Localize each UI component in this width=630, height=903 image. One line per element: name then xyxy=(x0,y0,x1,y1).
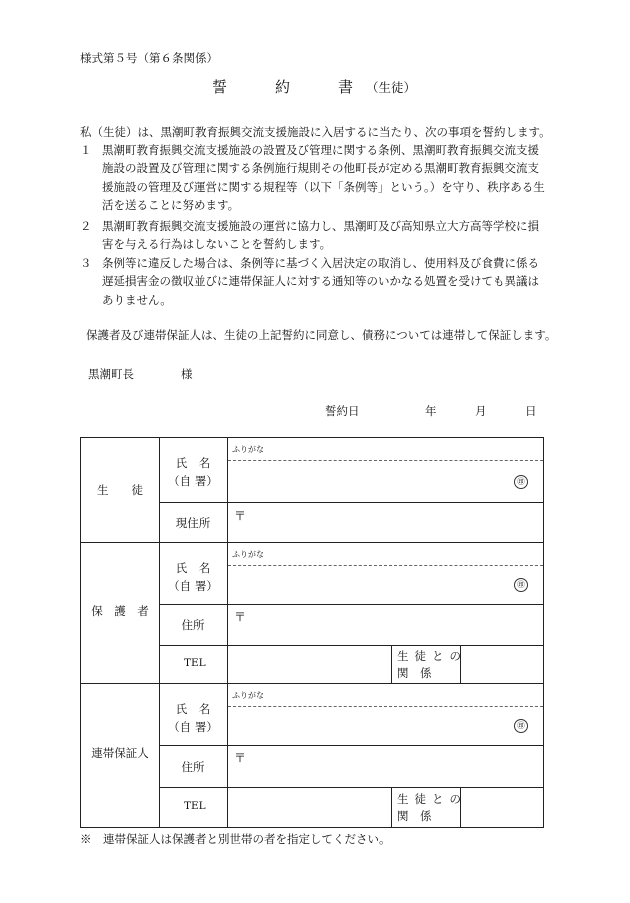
student-section-label: 生 徒 xyxy=(97,483,143,497)
student-name-field[interactable] xyxy=(228,461,543,502)
guardian-name-field[interactable] xyxy=(228,566,543,604)
name-label-line2: （自 署） xyxy=(168,720,218,735)
pledge-item-number: １ xyxy=(80,143,92,157)
guardian-relation-label xyxy=(397,648,467,682)
guarantor-relation-field[interactable] xyxy=(461,788,543,827)
guarantor-section-label: 連帯保証人 xyxy=(91,746,149,760)
relation-label-line2: 関 係 xyxy=(397,809,432,823)
form-number: 様式第５号（第６条関係） xyxy=(80,51,218,65)
applicant-table xyxy=(80,437,544,828)
student-furigana-label: ふりがな xyxy=(232,445,264,454)
year-label: 年 xyxy=(425,404,437,418)
mayor-label: 黒潮町長 xyxy=(88,367,134,381)
pledge-item-1 xyxy=(80,141,550,214)
pledge-item-text: 条例等に違反した場合は、条例等に基づく入居決定の取消し、使用料及び食費に係る遅延損害金の徴収並びに連帯保証人に対する通知等のいかなる処置を受けても異議はありません。 xyxy=(102,256,539,307)
postal-mark: 〒 xyxy=(234,751,247,765)
honorific: 様 xyxy=(181,367,193,381)
pledge-item-text: 黒潮町教育振興交流支援施設の設置及び管理に関する条例、黒潮町教育振興交流支援施設の設置及び管理に関する条例施行規則その他町長が定める黒潮町教育振興交流支援施設の管理及び運営に関する規程等（以下「条例等」という。）を守り、秩序ある生活を送ることに努めます。 xyxy=(102,143,545,212)
student-address-field[interactable] xyxy=(228,503,543,542)
pledge-item-number: ２ xyxy=(80,219,92,233)
guarantor-furigana-label: ふりがな xyxy=(232,691,264,700)
postal-mark: 〒 xyxy=(234,610,247,624)
guardian-name-label xyxy=(159,559,227,596)
guardian-address-label: 住所 xyxy=(181,618,205,632)
relation-label-line2: 関 係 xyxy=(397,666,432,680)
seal-mark-icon: ㊞ xyxy=(514,719,528,733)
guarantor-name-field[interactable] xyxy=(228,707,543,745)
pledge-item-2 xyxy=(80,217,550,254)
guarantor-tel-label: TEL xyxy=(184,800,206,812)
pledge-item-number: ３ xyxy=(80,256,92,270)
guarantor-address-label: 住所 xyxy=(181,760,205,774)
seal-mark-icon: ㊞ xyxy=(514,475,528,489)
title-char-3: 書 xyxy=(338,78,354,96)
day-label: 日 xyxy=(525,404,537,418)
guarantee-statement: 保護者及び連帯保証人は、生徒の上記誓約に同意し、債務については連帯して保証します。 xyxy=(86,328,557,342)
seal-mark-icon: ㊞ xyxy=(514,578,528,592)
guardian-relation-field[interactable] xyxy=(461,646,543,683)
guarantor-name-label xyxy=(159,700,227,737)
title-suffix: （生徒） xyxy=(366,80,417,95)
addressee xyxy=(88,366,193,382)
guardian-furigana-label: ふりがな xyxy=(232,550,264,559)
postal-mark: 〒 xyxy=(234,509,247,523)
document-title xyxy=(212,76,416,97)
guardian-address-field[interactable] xyxy=(228,605,543,645)
title-char-1: 誓 xyxy=(212,78,228,96)
pledge-date xyxy=(325,403,537,419)
relation-label-line1: 生徒との xyxy=(397,649,467,663)
date-label: 誓約日 xyxy=(325,404,360,418)
name-label-line1: 氏 名 xyxy=(175,702,211,716)
relation-label-line1: 生徒との xyxy=(397,792,467,806)
guarantor-tel-field[interactable] xyxy=(228,788,391,827)
month-label: 月 xyxy=(475,404,487,418)
name-label-line2: （自 署） xyxy=(168,579,218,594)
name-label-line1: 氏 名 xyxy=(175,456,211,470)
guardian-tel-label: TEL xyxy=(184,657,206,669)
footnote: ※ 連帯保証人は保護者と別世帯の者を指定してください。 xyxy=(80,832,391,846)
pledge-item-text: 黒潮町教育振興交流支援施設の運営に協力し、黒潮町及び高知県立大方高等学校に損害を与える行為はしないことを誓約します。 xyxy=(102,219,539,252)
student-name-label xyxy=(159,454,227,491)
name-label-line1: 氏 名 xyxy=(175,561,211,575)
title-char-2: 約 xyxy=(275,78,291,96)
name-label-line2: （自 署） xyxy=(168,474,218,489)
guardian-tel-field[interactable] xyxy=(228,646,391,683)
guardian-section-label: 保 護 者 xyxy=(91,604,149,618)
guarantor-relation-label xyxy=(397,791,467,825)
intro-text: 私（生徒）は、黒潮町教育振興交流支援施設に入居するに当たり、次の事項を誓約します。 xyxy=(80,125,551,139)
guarantor-address-field[interactable] xyxy=(228,746,543,787)
student-address-label: 現住所 xyxy=(175,516,211,530)
pledge-item-3 xyxy=(80,254,550,309)
